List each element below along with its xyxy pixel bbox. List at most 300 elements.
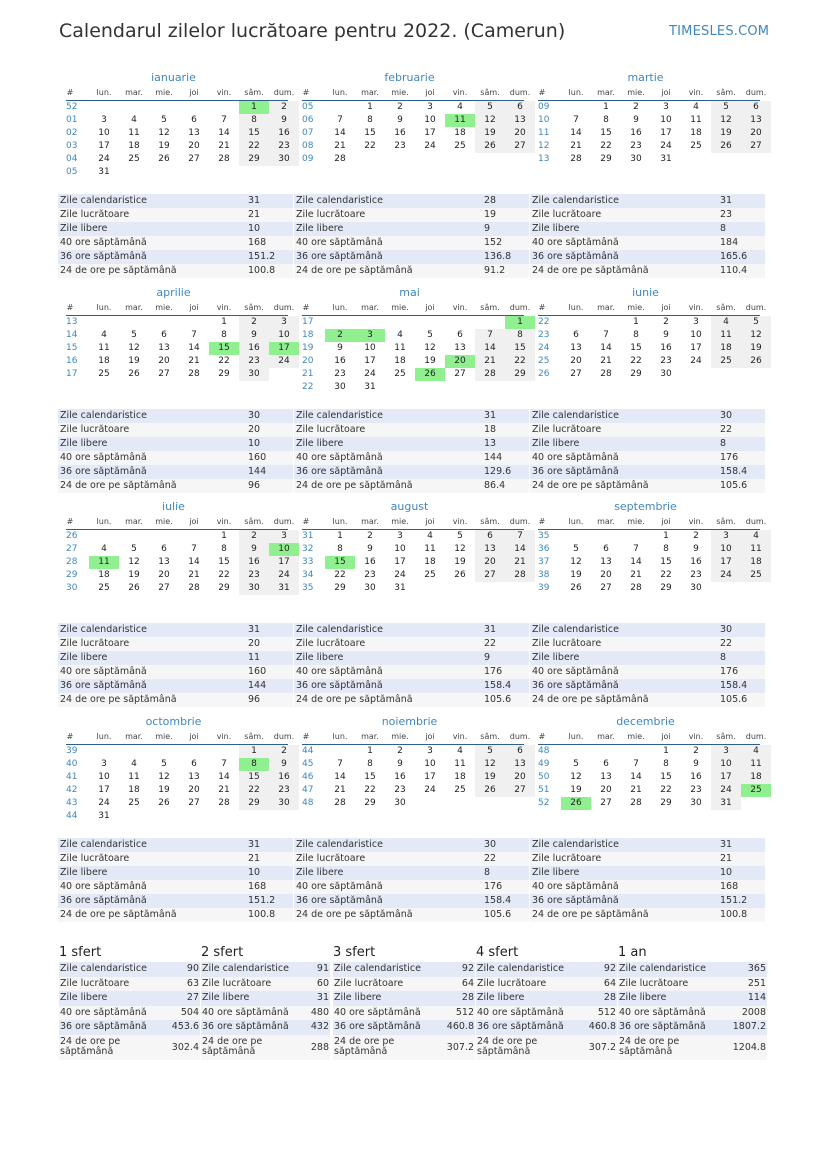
day-cell: 27	[505, 784, 535, 797]
stat-value: 184	[720, 237, 739, 248]
week-number: 33	[302, 557, 314, 567]
stat-row	[58, 465, 293, 479]
day-cell: 20	[505, 127, 535, 140]
week-row	[302, 316, 524, 329]
day-cell: 30	[239, 368, 269, 381]
day-cell: 26	[158, 798, 170, 808]
stat-label: 24 de ore pe săptămână	[532, 480, 649, 491]
day-cell: 6	[741, 101, 771, 114]
day-cell: 12	[424, 343, 436, 353]
week-number: 02	[66, 128, 78, 138]
weekday-header-cell: #	[302, 303, 310, 312]
week-row	[538, 368, 760, 381]
weekday-header-cell: mie.	[391, 517, 409, 526]
day-cell: 27	[475, 569, 505, 582]
day-cell: 13	[600, 772, 612, 782]
weekday-header-cell: mar.	[361, 517, 379, 526]
day-cell: 28	[505, 569, 535, 582]
day-cell: 29	[334, 583, 346, 593]
stat-row	[530, 451, 765, 465]
empty-day-cell	[209, 166, 239, 179]
stat-label: 40 ore săptămână	[532, 452, 619, 463]
day-cell: 7	[191, 544, 197, 554]
stat-row	[530, 222, 765, 236]
day-cell: 16	[660, 343, 672, 353]
stat-row	[294, 437, 529, 451]
day-cell: 14	[505, 543, 535, 556]
week-number: 07	[302, 128, 314, 138]
week-row	[302, 745, 524, 758]
weekday-header-cell: dum.	[273, 732, 295, 741]
day-cell: 12	[128, 343, 140, 353]
quarter-stat-value: 460.8	[588, 1021, 616, 1032]
day-cell: 18	[454, 772, 466, 782]
empty-day-cell	[119, 810, 149, 823]
day-cell: 10	[269, 543, 299, 556]
empty-day-cell	[385, 153, 415, 166]
stat-label: 36 ore săptămână	[296, 251, 383, 262]
stat-label: Zile libere	[296, 867, 344, 878]
stat-row	[58, 479, 293, 493]
stat-label: Zile lucrătoare	[296, 638, 366, 649]
week-number: 42	[66, 785, 78, 795]
day-cell: 8	[367, 115, 373, 125]
site-link[interactable]: TIMESLES.COM	[669, 24, 770, 39]
day-cell: 1	[663, 746, 669, 756]
day-cell: 5	[573, 759, 579, 769]
day-cell: 1	[337, 531, 343, 541]
empty-day-cell	[445, 797, 475, 810]
week-number: 38	[538, 570, 550, 580]
week-row	[66, 166, 288, 179]
quarter-stat-label: Zile lucrătoare	[619, 977, 689, 989]
stat-label: 40 ore săptămână	[296, 452, 383, 463]
stat-row	[530, 637, 765, 651]
week-row	[66, 530, 288, 543]
weekday-header-cell: #	[302, 732, 310, 741]
day-cell: 18	[690, 128, 702, 138]
stat-label: 36 ore săptămână	[60, 466, 147, 477]
day-cell: 28	[188, 369, 200, 379]
day-cell: 6	[603, 544, 609, 554]
month-stats-decembrie	[530, 838, 765, 922]
weekday-header-cell: joi	[189, 88, 199, 97]
day-cell: 9	[633, 115, 639, 125]
day-cell: 20	[600, 570, 612, 580]
day-cell: 23	[269, 140, 299, 153]
empty-day-cell	[741, 582, 771, 595]
quarter-stat-value: 307.2	[588, 1041, 616, 1053]
stat-value: 19	[484, 209, 497, 220]
day-cell: 9	[367, 544, 373, 554]
stat-label: 40 ore săptămână	[60, 666, 147, 677]
day-cell: 25	[128, 798, 140, 808]
quarter-stat-value: 365	[747, 963, 766, 974]
quarter-stat-label: Zile calendaristice	[619, 963, 706, 974]
day-cell: 3	[269, 530, 299, 543]
day-cell: 14	[630, 557, 642, 567]
day-cell: 8	[633, 330, 639, 340]
empty-day-cell	[475, 797, 505, 810]
day-cell: 25	[711, 355, 741, 368]
quarter-stat-row	[201, 1035, 330, 1060]
day-cell: 2	[325, 329, 355, 342]
day-cell: 23	[394, 785, 406, 795]
quarter-stat-label: Zile libere	[202, 992, 250, 1003]
day-cell: 21	[630, 570, 642, 580]
day-cell: 4	[741, 745, 771, 758]
day-cell: 7	[633, 759, 639, 769]
day-cell: 27	[600, 583, 612, 593]
empty-day-cell	[269, 368, 299, 381]
weekday-header-cell: dum.	[745, 303, 767, 312]
day-cell: 28	[630, 583, 642, 593]
day-cell: 24	[98, 798, 110, 808]
stat-label: Zile calendaristice	[296, 839, 383, 850]
day-cell: 4	[693, 102, 699, 112]
day-cell: 25	[690, 141, 702, 151]
day-cell: 30	[630, 154, 642, 164]
weekday-header-cell: mar.	[125, 732, 143, 741]
empty-day-cell	[269, 810, 299, 823]
day-cell: 6	[161, 330, 167, 340]
quarter-stat-value: 28	[603, 992, 616, 1003]
day-cell: 1	[221, 531, 227, 541]
day-cell: 2	[397, 102, 403, 112]
week-row	[538, 784, 760, 797]
empty-day-cell	[711, 153, 741, 166]
day-cell: 11	[98, 343, 110, 353]
weekday-header-cell: sâm.	[480, 303, 500, 312]
stat-label: 36 ore săptămână	[60, 680, 147, 691]
stat-value: 23	[720, 209, 733, 220]
empty-day-cell	[475, 153, 505, 166]
weekday-header-cell: mar.	[597, 303, 615, 312]
day-cell: 12	[570, 772, 582, 782]
week-number: 21	[302, 369, 314, 379]
week-number: 36	[538, 544, 550, 554]
weekday-header-cell: mar.	[125, 303, 143, 312]
quarter-stat-value: 453.6	[171, 1021, 199, 1032]
weekday-header-cell: lun.	[96, 88, 112, 97]
weekday-header	[538, 87, 767, 101]
week-row	[538, 101, 760, 114]
stat-value: 91.2	[484, 265, 506, 276]
stat-label: Zile calendaristice	[296, 624, 383, 635]
month-name: august	[390, 500, 429, 513]
day-cell: 15	[218, 557, 230, 567]
day-cell: 21	[475, 355, 505, 368]
week-number: 20	[302, 356, 314, 366]
day-cell: 16	[394, 772, 406, 782]
weekday-header-cell: sâm.	[716, 732, 736, 741]
day-cell: 16	[269, 771, 299, 784]
stat-value: 144	[248, 466, 267, 477]
stat-value: 100.8	[248, 265, 276, 276]
week-number: 04	[66, 154, 78, 164]
week-number: 40	[66, 759, 78, 769]
stat-value: 129.6	[484, 466, 512, 477]
stat-value: 20	[248, 424, 261, 435]
weekday-header-cell: mar.	[597, 517, 615, 526]
day-cell: 17	[364, 356, 376, 366]
day-cell: 6	[505, 101, 535, 114]
week-number: 50	[538, 772, 550, 782]
day-cell: 14	[188, 557, 200, 567]
stat-row	[58, 194, 293, 208]
day-cell: 30	[334, 382, 346, 392]
weekday-header-cell: mie.	[627, 88, 645, 97]
quarter-stat-value: 27	[186, 992, 199, 1003]
day-cell: 23	[239, 355, 269, 368]
day-cell: 14	[334, 128, 346, 138]
week-row	[538, 140, 760, 153]
stat-row	[294, 423, 529, 437]
day-cell: 6	[191, 759, 197, 769]
stat-label: Zile lucrătoare	[532, 638, 602, 649]
day-cell: 29	[218, 583, 230, 593]
stat-row	[294, 651, 529, 665]
day-cell: 30	[364, 583, 376, 593]
day-cell: 5	[475, 745, 505, 758]
stat-value: 11	[248, 652, 261, 663]
stat-row	[294, 637, 529, 651]
day-cell: 11	[741, 758, 771, 771]
stat-value: 105.6	[484, 694, 512, 705]
stat-row	[530, 894, 765, 908]
quarter-stat-value: 91	[316, 963, 329, 974]
day-cell: 21	[505, 556, 535, 569]
weekday-header-cell: joi	[661, 303, 671, 312]
weekday-header-cell: dum.	[509, 732, 531, 741]
week-row	[538, 355, 760, 368]
day-cell: 3	[427, 102, 433, 112]
stat-value: 31	[248, 839, 261, 850]
month-table	[302, 302, 531, 394]
day-cell: 16	[239, 342, 269, 355]
day-cell: 22	[660, 570, 672, 580]
day-cell: 27	[741, 140, 771, 153]
day-cell: 18	[98, 570, 110, 580]
stat-row	[530, 679, 765, 693]
day-cell: 17	[424, 128, 436, 138]
stat-label: Zile libere	[60, 652, 108, 663]
weekday-header-cell: joi	[425, 88, 435, 97]
stat-value: 30	[720, 410, 733, 421]
day-cell: 22	[239, 140, 269, 153]
stat-row	[294, 665, 529, 679]
week-row	[538, 543, 760, 556]
stat-label: 24 de ore pe săptămână	[296, 909, 413, 920]
day-cell: 25	[454, 785, 466, 795]
stat-label: Zile calendaristice	[532, 195, 619, 206]
day-cell: 22	[364, 785, 376, 795]
day-cell: 13	[505, 758, 535, 771]
empty-day-cell	[149, 101, 179, 114]
month-table	[302, 516, 531, 595]
weekday-header-cell: #	[302, 88, 310, 97]
empty-day-cell	[89, 316, 119, 329]
day-cell: 21	[188, 356, 200, 366]
empty-day-cell	[591, 745, 621, 758]
week-row	[302, 784, 524, 797]
weekday-header-cell: vin.	[688, 732, 704, 741]
day-cell: 1	[505, 316, 535, 329]
day-cell: 3	[711, 530, 741, 543]
weekday-header-cell: #	[66, 88, 74, 97]
day-cell: 10	[711, 758, 741, 771]
stat-row	[530, 409, 765, 423]
day-cell: 9	[337, 343, 343, 353]
quarter-stat-row	[618, 991, 767, 1006]
empty-day-cell	[325, 745, 355, 758]
day-cell: 4	[457, 102, 463, 112]
week-row	[302, 771, 524, 784]
quarter-stat-label: Zile calendaristice	[334, 963, 421, 974]
day-cell: 8	[663, 759, 669, 769]
stat-value: 158.4	[484, 895, 512, 906]
day-cell: 8	[603, 115, 609, 125]
day-cell: 26	[561, 797, 591, 810]
day-cell: 19	[158, 785, 170, 795]
week-row	[538, 758, 760, 771]
week-number: 09	[302, 154, 314, 164]
day-cell: 28	[334, 154, 346, 164]
weekday-header-cell: sâm.	[244, 517, 264, 526]
day-cell: 2	[367, 531, 373, 541]
quarter-stat-row	[476, 1020, 617, 1035]
month-name: martie	[627, 71, 664, 84]
month-table	[538, 516, 767, 595]
week-number: 08	[302, 141, 314, 151]
quarter-stat-value: 1204.8	[732, 1041, 766, 1053]
stat-label: Zile libere	[60, 867, 108, 878]
day-cell: 20	[600, 785, 612, 795]
empty-day-cell	[119, 316, 149, 329]
stat-value: 13	[484, 438, 497, 449]
weekday-header-cell: lun.	[568, 88, 584, 97]
month-table	[538, 731, 767, 810]
day-cell: 6	[573, 330, 579, 340]
stat-label: Zile lucrătoare	[60, 424, 130, 435]
quarter-stat-value: 432	[310, 1021, 329, 1032]
day-cell: 27	[188, 798, 200, 808]
day-cell: 9	[269, 758, 299, 771]
day-cell: 25	[741, 784, 771, 797]
empty-day-cell	[415, 582, 445, 595]
stat-row	[58, 651, 293, 665]
weekday-header-cell: #	[66, 517, 74, 526]
week-number: 14	[66, 330, 78, 340]
month-table	[66, 516, 295, 595]
day-cell: 19	[570, 785, 582, 795]
stat-label: 24 de ore pe săptămână	[60, 480, 177, 491]
stat-row	[530, 665, 765, 679]
weekday-header-cell: lun.	[568, 517, 584, 526]
day-cell: 13	[600, 557, 612, 567]
day-cell: 6	[603, 759, 609, 769]
week-row	[66, 556, 288, 569]
day-cell: 27	[454, 369, 466, 379]
quarter-stat-value: 504	[180, 1006, 199, 1018]
day-cell: 26	[454, 570, 466, 580]
weekday-header	[302, 87, 531, 101]
stat-row	[530, 264, 765, 278]
day-cell: 17	[269, 556, 299, 569]
day-cell: 12	[741, 329, 771, 342]
stat-label: 24 de ore pe săptămână	[532, 265, 649, 276]
empty-day-cell	[445, 316, 475, 329]
day-cell: 26	[570, 583, 582, 593]
week-row	[538, 329, 760, 342]
weekday-header-cell: mie.	[627, 517, 645, 526]
day-cell: 5	[573, 544, 579, 554]
week-number: 27	[66, 544, 78, 554]
stat-value: 9	[484, 223, 491, 234]
quarter-stat-row	[59, 962, 200, 977]
week-row	[302, 153, 524, 166]
day-cell: 15	[239, 771, 269, 784]
stat-value: 158.4	[720, 680, 748, 691]
month-table	[66, 302, 295, 381]
stat-label: 40 ore săptămână	[296, 237, 383, 248]
quarter-stat-value: 64	[461, 977, 474, 989]
stat-label: Zile lucrătoare	[296, 853, 366, 864]
day-cell: 11	[128, 128, 140, 138]
day-cell: 3	[427, 746, 433, 756]
stat-label: Zile lucrătoare	[60, 209, 130, 220]
day-cell: 3	[711, 745, 741, 758]
day-cell: 13	[188, 772, 200, 782]
day-cell: 14	[600, 343, 612, 353]
stat-value: 100.8	[720, 909, 748, 920]
stat-row	[294, 908, 529, 922]
day-cell: 9	[239, 329, 269, 342]
stat-row	[294, 479, 529, 493]
weekday-header-cell: #	[538, 88, 546, 97]
stat-value: 151.2	[720, 895, 748, 906]
day-cell: 18	[424, 557, 436, 567]
day-cell: 25	[454, 141, 466, 151]
stat-label: Zile lucrătoare	[532, 209, 602, 220]
day-cell: 19	[158, 141, 170, 151]
stat-value: 8	[720, 652, 727, 663]
quarter-stat-label: 36 ore săptămână	[334, 1021, 421, 1032]
stat-row	[530, 437, 765, 451]
quarter-stat-row	[618, 1020, 767, 1035]
week-row	[538, 153, 760, 166]
week-number: 12	[538, 141, 550, 151]
weekday-header-cell: #	[302, 517, 310, 526]
week-number: 22	[302, 382, 314, 392]
stat-label: Zile libere	[532, 867, 580, 878]
quarter-stat-row	[59, 1035, 200, 1060]
stat-label: 24 de ore pe săptămână	[296, 694, 413, 705]
day-cell: 2	[633, 102, 639, 112]
week-row	[538, 127, 760, 140]
weekday-header-cell: #	[538, 303, 546, 312]
day-cell: 28	[600, 369, 612, 379]
day-cell: 25	[394, 369, 406, 379]
day-cell: 24	[364, 369, 376, 379]
day-cell: 9	[239, 543, 269, 556]
weekday-header-cell: vin.	[452, 88, 468, 97]
quarter-stat-value: 92	[603, 963, 616, 974]
empty-day-cell	[711, 368, 741, 381]
week-row	[66, 127, 288, 140]
day-cell: 24	[690, 356, 702, 366]
day-cell: 17	[424, 772, 436, 782]
